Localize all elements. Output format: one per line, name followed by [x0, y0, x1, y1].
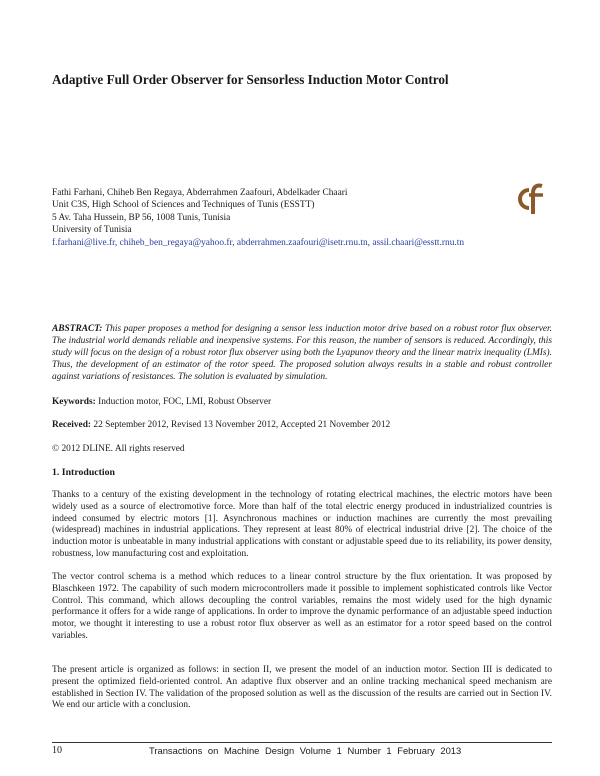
section-heading: 1. Introduction [52, 467, 115, 478]
author-emails[interactable]: f.farhani@live.fr, chiheb_ben_regaya@yahoo.fr, abderrahmen.zaafouri@isetr.rnu.tn, assil.chaari@esstt.rnu.tn [52, 237, 465, 248]
abstract [52, 324, 552, 384]
author-block [52, 187, 492, 249]
received-text: 22 September 2012, Revised 13 November 2012, Accepted 21 November 2012 [93, 420, 391, 430]
copyright: © 2012 DLINE. All rights reserved [52, 444, 185, 454]
author-university: University of Tunisia [52, 225, 132, 236]
keywords [52, 397, 552, 407]
abstract-text: This paper proposes a method for designing a sensor less induction motor drive based on a robust rotor flux observer. The industrial world demands reliable and inexpensive systems. For this reason, the number of sensors is reduced. Accordingly, this study will focus on the design of a robust rotor flux observer using both the Lyapunov theory and the linear matrix inequality (LMIs). Thus, the development of an estimator of the rotor speed. The proposed solution always results in a stable and robust controller against variations of resistances. The solution is evaluated by simulation. [52, 324, 552, 382]
paragraph: The vector control schema is a method which reduces to a linear control structure by the flux orientation. It was proposed by Blaschkeen 1972. The capability of such modern microcontrollers made it possible to implement sophisticated controls like Vector Control. This command, which allows decoupling the control variables, remains the most widely used for the high dynamic performance it offers for a wide range of applications. In order to improve the dynamic performance of an adjustable speed induction motor, we thought it interesting to use a robust rotor flux observer as well as an estimator for a rotor speed based on the control variables. [52, 572, 552, 641]
paragraph: Thanks to a century of the existing development in the technology of rotating electrical machines, the electric motors have been widely used as a source of electromotive force. More than half of the total electric energy produced in industrialized countries is indeed consumed by electric motors [1]. Asynchronous machines or induction machines are currently the most prevailing (widespread) machines in industrial applications. They represent at least 80% of electrical industrial drive [2]. The choice of the induction motor is unbeatable in many industrial applications with constant or adjustable speed due to its reliability, its power density, robustness, low manufacturing cost and exploitation. [52, 490, 552, 559]
abstract-label: ABSTRACT: [52, 324, 103, 334]
page-footer [52, 742, 552, 759]
author-affiliation: Unit C3S, High School of Sciences and Techniques of Tunis (ESSTT) [52, 200, 315, 211]
received-dates [52, 420, 552, 430]
author-names: Fathi Farhani, Chiheb Ben Regaya, Abderrahmen Zaafouri, Abdelkader Chaari [52, 188, 348, 198]
received-label: Received: [52, 420, 92, 430]
keywords-text: Induction motor, FOC, LMI, Robust Observer [98, 397, 272, 407]
paper-title: Adaptive Full Order Observer for Sensorless Induction Motor Control [52, 72, 449, 87]
paragraph: The present article is organized as follows: in section II, we present the model of an induction motor. Section III is dedicated to present the optimized field-oriented control. An adaptive flux observer and an online tracking mechanical speed mechanism are established in Section IV. The validation of the proposed solution as well as the discussion of the results are carried out in Section IV. We end our article with a conclusion. [52, 665, 552, 711]
keywords-label: Keywords: [52, 397, 96, 407]
journal-info: Transactions on Machine Design Volume 1 Number 1 February 2013 [149, 745, 462, 756]
journal-logo-icon [512, 180, 548, 216]
author-address: 5 Av. Taha Hussein, BP 56, 1008 Tunis, Tunisia [52, 212, 231, 223]
page-number: 10 [52, 745, 62, 756]
